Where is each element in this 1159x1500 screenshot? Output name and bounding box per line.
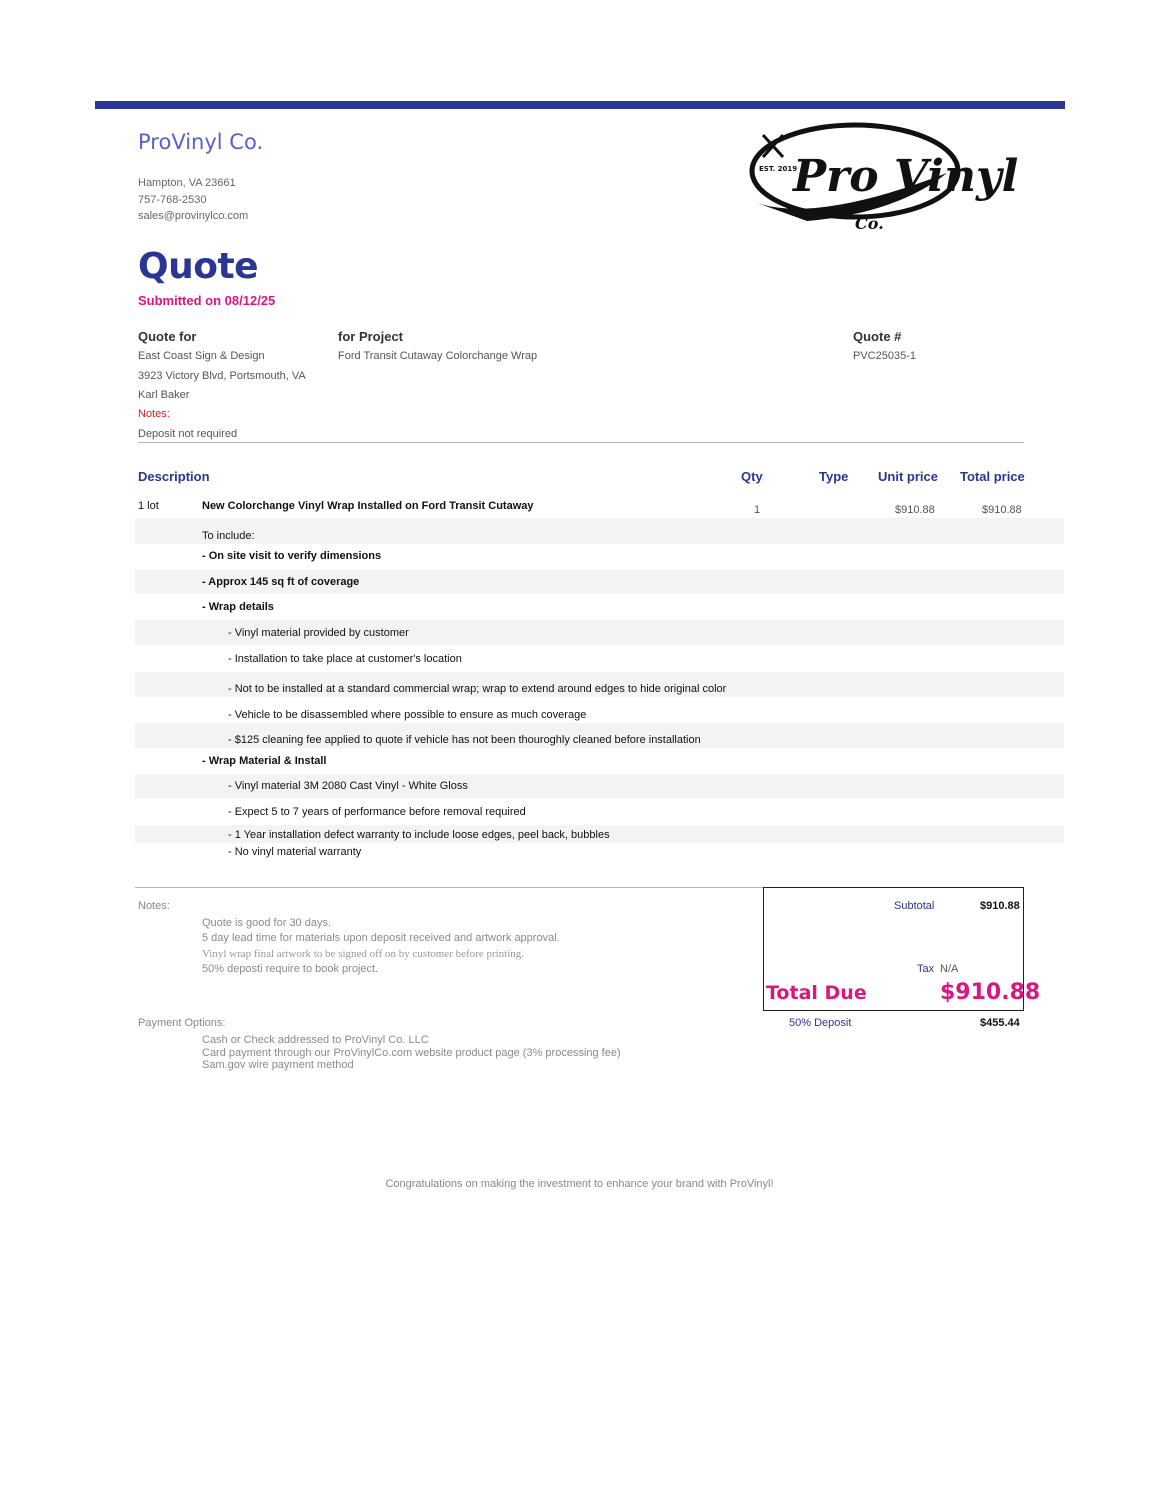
logo-est: EST. 2019 [759, 165, 798, 173]
line-item-title: New Colorchange Vinyl Wrap Installed on Ford Transit Cutaway [202, 500, 534, 512]
total-due-value: $910.88 [940, 980, 1041, 1005]
line-item-total-price: $910.88 [982, 504, 1022, 516]
notes-label: Notes: [138, 900, 170, 912]
total-due-label: Total Due [766, 982, 867, 1004]
detail-line: - Vinyl material provided by customer [228, 627, 409, 639]
payment-line: Sam.gov wire payment method [202, 1059, 354, 1071]
header-bar [95, 101, 1065, 109]
col-qty: Qty [741, 469, 763, 484]
detail-line: - $125 cleaning fee applied to quote if vehicle has not been thouroghly cleaned before installation [228, 734, 701, 746]
line-item-unit-price: $910.88 [895, 504, 935, 516]
detail-line: - Not to be installed at a standard commercial wrap; wrap to extend around edges to hide original color [228, 683, 727, 695]
detail-line: - Vinyl material 3M 2080 Cast Vinyl - White Gloss [228, 780, 468, 792]
client-notes: Deposit not required [138, 428, 238, 440]
subtotal-value: $910.88 [980, 900, 1020, 912]
payment-line: Cash or Check addressed to ProVinyl Co. LLC [202, 1034, 429, 1046]
notes-line: Quote is good for 30 days. [202, 917, 332, 929]
col-type: Type [819, 469, 849, 484]
logo-co: Co. [855, 214, 884, 233]
company-address: Hampton, VA 23661 [138, 177, 236, 189]
row-band [135, 518, 1064, 544]
client-notes-label: Notes: [138, 408, 170, 420]
client-name: East Coast Sign & Design [138, 350, 265, 362]
notes-line: Vinyl wrap final artwork to be signed off on by customer before printing. [202, 948, 525, 960]
page-title: Quote [138, 246, 259, 287]
client-address: 3923 Victory Blvd, Portsmouth, VA [138, 370, 306, 382]
col-total-price: Total price [960, 469, 1025, 484]
logo-wordmark: Pro Vinyl [793, 151, 1019, 202]
notes-line: 5 day lead time for materials upon deposit received and artwork approval. [202, 932, 560, 944]
detail-line: - Installation to take place at customer's location [228, 653, 462, 665]
notes-line: 50% deposti require to book project. [202, 963, 379, 975]
detail-line: - Wrap details [202, 601, 274, 613]
detail-line: To include: [202, 530, 255, 542]
tax-value: N/A [940, 963, 959, 975]
company-name: ProVinyl Co. [138, 130, 264, 154]
detail-line: - Wrap Material & Install [202, 755, 327, 767]
company-phone: 757-768-2530 [138, 194, 207, 206]
divider [135, 887, 763, 888]
payment-line: Card payment through our ProVinylCo.com website product page (3% processing fee) [202, 1047, 621, 1059]
client-contact: Karl Baker [138, 389, 190, 401]
company-email: sales@provinylco.com [138, 210, 249, 222]
quote-number-header: Quote # [853, 329, 902, 344]
detail-line: - Vehicle to be disassembled where possible to ensure as much coverage [228, 709, 587, 721]
detail-line: - On site visit to verify dimensions [202, 550, 382, 562]
detail-line: - No vinyl material warranty [228, 846, 362, 858]
col-description: Description [138, 469, 210, 484]
project-header: for Project [338, 329, 404, 344]
detail-line: - Expect 5 to 7 years of performance before removal required [228, 806, 526, 818]
detail-line: - Approx 145 sq ft of coverage [202, 576, 360, 588]
quote-number: PVC25035-1 [853, 350, 916, 362]
deposit-value: $455.44 [980, 1017, 1020, 1029]
detail-line: - 1 Year installation defect warranty to include loose edges, peel back, bubbles [228, 829, 610, 841]
payment-label: Payment Options: [138, 1017, 226, 1029]
col-unit-price: Unit price [878, 469, 938, 484]
submitted-date: Submitted on 08/12/25 [138, 293, 276, 308]
line-item-qty: 1 [754, 504, 761, 516]
quote-for-header: Quote for [138, 329, 197, 344]
line-item-lot: 1 lot [138, 500, 159, 512]
project-name: Ford Transit Cutaway Colorchange Wrap [338, 350, 538, 362]
provinyl-logo [747, 113, 1019, 233]
subtotal-label: Subtotal [894, 900, 935, 912]
footer-message: Congratulations on making the investment to enhance your brand with ProVinyl! [385, 1178, 774, 1190]
tax-label: Tax [917, 963, 935, 975]
deposit-label: 50% Deposit [789, 1017, 852, 1029]
divider [138, 442, 1024, 443]
